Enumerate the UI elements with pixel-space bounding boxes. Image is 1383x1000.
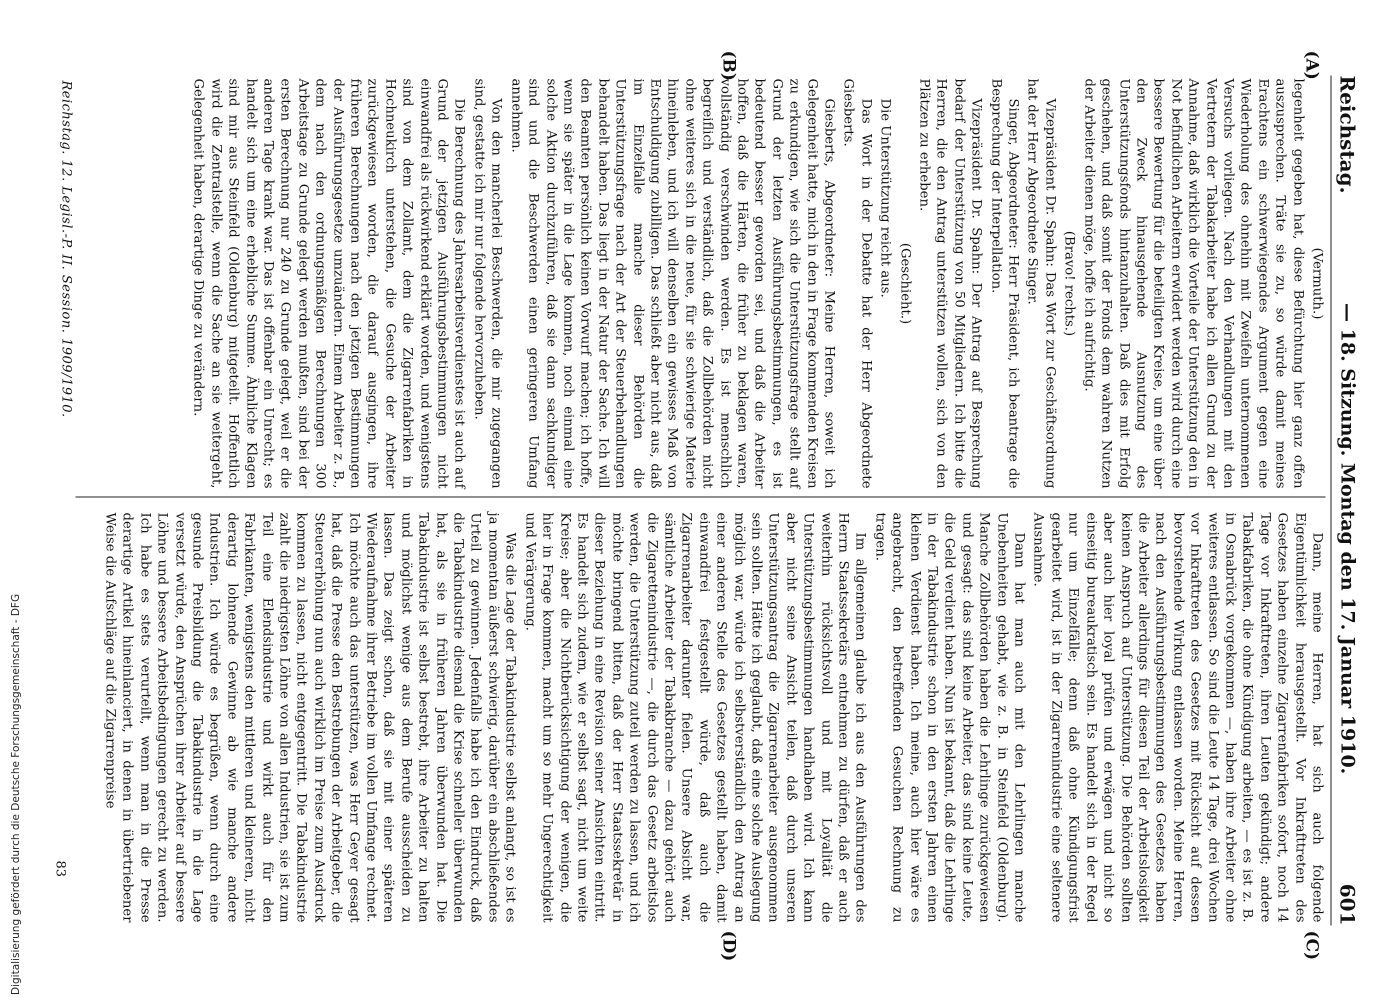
paragraph: Vizepräsident Dr. Spahn: Das Wort zur Geschäftsordnung hat der Herr Abgeordnete Singer. — [1024, 78, 1057, 488]
interjection: (Geschieht.) — [896, 242, 912, 324]
paragraph: Die Berechnung des Jahresarbeitsverdienstes ist auch auf Grund der jetzigen Ausführungsbestimmungen nicht einwandfrei als rückwirkend erklärt worden, und wenigstens sind von dem Zollamt, dem die Zigarrenfabriken in Hochneukirch unterstehen, die Gesuche der Arbeiter zurückgewiesen worden, die darauf ausgingen, ihre früheren Berechnungen nach den jetzigen Bestimmungen der Ausführungsgesetze umzuändern. Einem Arbeiter z. B., dem nach den ordnungsmäßigen Berechnungen 300 Arbeitstage zu Grunde gelegt werden mußten, sind bei der ersten Berechnung nur 240 zu Grunde gelegt, weil er die anderen Tage krank war. Das ist offenbar ein Unrecht; es handelt sich um eine erhebliche Summe. Ähnliche Klagen sind mir aus Steinfeld (Oldenburg) mitgeteilt. Hoffentlich wird die Zentralstelle, wenn die Sache an sie weitergeht, Gelegenheit haben, derartige Dinge zu verändern. — [190, 78, 467, 488]
paragraph: Dann, meine Herren, hat sich auch folgende Eigentümlichkeit herausgestellt. Vor Inkrafttreten des Gesetzes haben einzelne Zigarrenfabriken sofort, noch 14 Tage vor Inkrafttreten, ihren Leuten gekündigt; andere Tabakfabriken, die ohne Kündigung arbeiten, — es ist z. B. in Osnabrück vorgekommen —, haben ihre Arbeiter ohne weiteres entlassen. So sind die Leute 14 Tage, drei Wochen vor Inkrafttreten des Gesetzes mit Rücksicht auf dessen bevorstehende Wirkung entlassen worden. Meine Herren, nach den Ausführungsbestimmungen des Gesetzes haben die Arbeiter allerdings für diesen Teil der Arbeitslosigkeit keinen Anspruch auf Unterstützung. Die Behörden sollten aber auch hier loyal prüfen und erwägen und nicht so einseitig bureaukratisch sein. Es handelt sich in der Regel nur um Einzelfälle; denn daß ohne Kündigungsfrist gearbeitet wird, ist in der Zigarrenindustrie eine seltenere Ausnahme. — [1030, 512, 1324, 922]
right-column — [80, 512, 1325, 922]
margin-letter-c: (C) — [1301, 930, 1321, 960]
interjection: (Bravo! rechts.) — [1061, 230, 1077, 336]
margin-letter-b: (B) — [718, 50, 738, 81]
page-header — [1330, 75, 1363, 925]
paragraph: Was die Lage der Tabakindustrie selbst anlangt, so ist es ja momentan äußerst schwierig, darüber ein abschließendes Urteil zu gewinnen. Jedenfalls habe ich den Eindruck, daß die Tabakindustrie diesmal die Krise schneller überwunden hat, als sie in früheren Jahren überwunden hat. Die Tabakindustrie ist selbst bestrebt, ihre Arbeiter zu halten und möglichst wenige aus dem Berufe ausscheiden zu lassen. Das zeigt schon, daß sie mit einer späteren Wiederaufnahme ihrer Betriebe im vollen Umfange rechnet. Ich möchte auch das unterstützen, was Herr Geyer gesagt hat, daß die Presse den Bestrebungen der Arbeitgeber, die Steuererhöhung nun auch wirklich im Preise zum Ausdruck kommen zu lassen, nicht entgegentritt. Die Tabakindustrie zahlt die niedrigsten Löhne von allen Industrien, sie ist zum Teil eine Elendsindustrie und wirkt auch für den Fabrikanten, wenigstens den mittleren und kleineren, nicht derartig lohnende Gewinne ab wie manche andere Industrien. Ich würde es begrüßen, wenn durch eine gesunde Preisbildung die Tabakindustrie in die Lage versetzt würde, den Ansprüchen ihrer Arbeiter auf bessere Löhne und bessere Arbeitsbedingungen gerecht zu werden. Ich habe es stets verurteilt, wenn man in die Presse derartige Artikel hineinlanciert, in denen in übertriebener Weise die Aufschläge auf die Zigarrenpreise — [101, 512, 518, 922]
paragraph: Singer, Abgeordneter: Herr Präsident, ich beantrage die Besprechung der Interpellation. — [987, 78, 1021, 488]
paragraph: Im allgemeinen glaube ich aus den Ausführungen des Herrn Staatssekretärs entnehmen zu dürfen, daß er auch weiterhin rücksichtsvoll und mit Loyalität die Unterstützungsbestimmungen handhaben wird. Ich kann aber nicht seine Ansicht teilen, daß durch unseren Unterstützungsantrag die Zigarrenarbeiter ausgenommen sein sollten. Hätte ich geglaubt, daß eine solche Auslegung möglich war, würde ich selbstverständlich den Antrag an einer anderen Stelle des Gesetzes gestellt haben, damit einwandfrei festgestellt würde, daß auch die Zigarrenarbeiter darunter fielen. Unsere Absicht war, sämtliche Arbeiter der Tabakbranche — dazu gehört auch die Zigarettenindustrie —, die durch das Gesetz arbeitslos werden, die Unterstützung zuteil werden zu lassen, und ich möchte bringend bitten, daß der Herr Staatssekretär in dieser Beziehung in eine Revision seiner Ansichten eintritt. Es handelt sich zudem, wie er selbst sagt, nicht um weite Kreise; aber die Nichtberücksichtigung der wenigen, die hier in Frage kommen, macht um so mehr Ungerechtigkeit und Verärgerung. — [521, 512, 868, 922]
paragraph: Giesberts, Abgeordneter: Meine Herren, soweit ich Gelegenheit hatte, mich in den in Frage kommenden Kreisen zu erkundigen, wie sich die Unterstützungsfrage stellt auf Grund der letzten Ausführungsbestimmungen, es ist bedeutend besser geworden sei, und daß die Arbeiter hoffen, daß die Härten, die früher zu beklagen waren, vollständig verschwinden werden. Es ist menschlich begreiflich und verständlich, daß die Zollbehörden nicht ohne weiteres sich in die neue, für sie schwierige Materie hineinleben, und ich will denselben ein gewisses Maß von Entschuldigung zubilligen. Das schließt aber nicht aus, daß im Einzelfalle manche dieser Behörden die Unterstützungsfrage nach der Art der Steuerbehandlungen behandelt haben. Das liegt in der Natur der Sache. Ich will den Beamten persönlich keinen Vorwurf machen; ich hoffe, wenn sie später in die Lage kommen, noch einmal eine solche Aktion durchzuführen, daß sie dann sachkundiger sind und die Beschwerden einen geringeren Umfang annehmen. — [507, 78, 837, 488]
header-left: Reichstag. — [1335, 75, 1359, 194]
margin-letter-d: (D) — [718, 930, 738, 961]
margin-letter-a: (A) — [1301, 50, 1321, 80]
left-column — [80, 78, 1325, 488]
footer-sheet-number: 83 — [52, 860, 67, 877]
dfg-caption: Digitalisierung gefördert durch die Deutsche Forschungsgemeinschaft - DFG — [10, 593, 22, 995]
header-session-date: — 18. Sitzung. Montag den 17. Januar 1910. — [1336, 302, 1358, 774]
dfg-side-strip — [0, 0, 20, 1000]
paragraph: Vizepräsident Dr. Spahn: Der Antrag auf Besprechung bedarf der Unterstützung von 50 Mitgliedern. Ich bitte die Herren, die den Antrag unterstützen wollen, sich von den Plätzen zu erheben. — [916, 78, 984, 488]
speaker-continuation: (Vermuth.) — [1309, 247, 1324, 319]
paragraph: Die Unterstützung reicht aus. — [877, 98, 893, 298]
paragraph: Dann hat man auch mit den Lehrlingen manche Unebenheiten gehabt, wie z. B. in Steinfeld (Oldenburg). Manche Zollbehörden haben die Lehrlinge zurückgewiesen und gesagt: das sind keine Arbeiter, das sind keine Leute, die Geld verdient haben. Nun ist bekannt, daß die Lehrlinge in der Tabakindustrie schon in den ersten Jahren einen kleinen Verdienst haben. Ich meine, auch hier wäre es angebracht, den betreffenden Gesuchen Rechnung zu tragen. — [871, 512, 1027, 922]
paragraph: Das Wort in der Debatte hat der Herr Abgeordnete Giesberts. — [840, 78, 873, 488]
footer-legislature: Reichstag. 12. Legisl.-P. II. Session. 1909/1910. — [58, 80, 73, 418]
paragraph: Von den mancherlei Beschwerden, die mir zugegangen sind, gestatte ich mir nur folgende hervorzuheben. — [470, 78, 504, 488]
column-divider — [75, 496, 1325, 497]
paragraph: legenheit gegeben hat, diese Befürchtung hier ganz offen auszusprechen. Träte sie zu, so würde damit meines Erachtens ein schwerwiegendes Argument gegen eine Wiederholung des ohnehin mit Zweifeln unternommenen Versuchs vorliegen. Nach den Verhandlungen mit den Vertretern der Tabakarbeiter habe ich allen Grund zu der Annahme, daß wirklich die Vorteile der Unterstützung den in Not befindlichen Arbeitern erwidert werden wird durch eine bessere Bewertung für die beteiligten Kreise, um eine über den Zweck hinausgehende Ausnutzung des Unterstützungsfonds hintanzuhalten. Daß dies mit Erfolg geschehen, und daß somit der Fonds dem wahren Nutzen der Arbeiter dienen möge, hoffe ich aufrichtig. — [1080, 78, 1305, 488]
page-number: 601 — [1335, 883, 1359, 925]
